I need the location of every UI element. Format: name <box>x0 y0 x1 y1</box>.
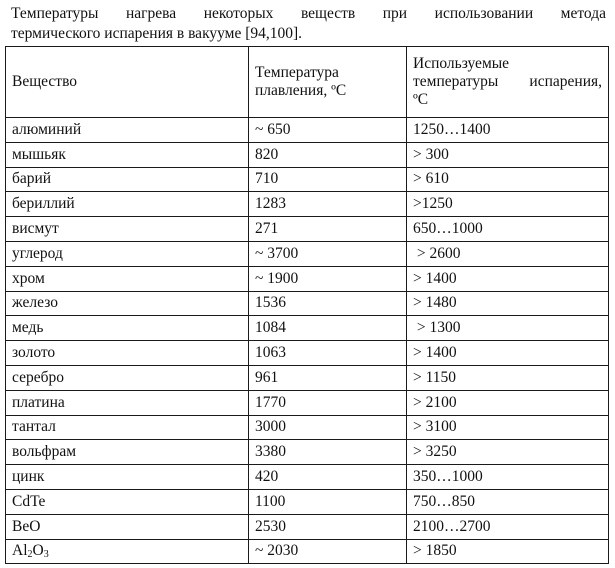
table-caption <box>11 4 606 44</box>
cell-evaporation: > 1480 <box>407 291 609 316</box>
cell-evaporation: > 1850 <box>407 539 609 564</box>
cell-substance: углерод <box>6 241 249 266</box>
cell-melting: 1536 <box>249 291 407 316</box>
cell-substance: барий <box>6 167 249 192</box>
cell-evaporation: > 1150 <box>407 365 609 390</box>
cell-evaporation: > 3100 <box>407 415 609 440</box>
header-substance: Вещество <box>6 47 249 118</box>
header-evaporation-line-1: Используемые <box>413 55 510 72</box>
cell-substance: медь <box>6 316 249 341</box>
table-row <box>6 217 609 242</box>
table-row <box>6 142 609 167</box>
header-melting-temperature: Температура плавления, ºС <box>249 47 407 118</box>
cell-evaporation: > 1300 <box>407 316 609 341</box>
formula-al: Al <box>12 542 28 560</box>
cell-substance: CdTe <box>6 489 249 514</box>
cell-melting: 1063 <box>249 341 407 366</box>
table-row <box>6 341 609 366</box>
cell-substance <box>6 539 249 564</box>
cell-melting: ~ 3700 <box>249 241 407 266</box>
table-row <box>6 390 609 415</box>
header-evaporation-temperature <box>407 47 609 118</box>
cell-evaporation: 750…850 <box>407 489 609 514</box>
cell-melting: ~ 1900 <box>249 266 407 291</box>
cell-melting: 3000 <box>249 415 407 440</box>
cell-substance: тантал <box>6 415 249 440</box>
cell-substance: хром <box>6 266 249 291</box>
cell-melting: 1100 <box>249 489 407 514</box>
table-row <box>6 266 609 291</box>
cell-evaporation: > 610 <box>407 167 609 192</box>
caption-line-2: термического испарения в вакууме [94,100]. <box>11 25 303 42</box>
evaporation-temperature-table <box>5 46 609 564</box>
cell-substance: алюминий <box>6 118 249 143</box>
table-row <box>6 514 609 539</box>
cell-substance: золото <box>6 341 249 366</box>
table-row <box>6 118 609 143</box>
cell-evaporation: > 1400 <box>407 341 609 366</box>
cell-evaporation: > 2100 <box>407 390 609 415</box>
cell-substance: цинк <box>6 465 249 490</box>
cell-evaporation: > 300 <box>407 142 609 167</box>
cell-melting: ~ 650 <box>249 118 407 143</box>
cell-substance: BeO <box>6 514 249 539</box>
cell-substance: железо <box>6 291 249 316</box>
table-row <box>6 241 609 266</box>
table-row <box>6 440 609 465</box>
table-row <box>6 489 609 514</box>
caption-line-1: Температуры нагрева некоторых веществ при использовании метода <box>11 5 606 22</box>
table-row <box>6 365 609 390</box>
cell-melting: 710 <box>249 167 407 192</box>
cell-evaporation: > 2600 <box>407 241 609 266</box>
cell-substance: серебро <box>6 365 249 390</box>
cell-substance: мышьяк <box>6 142 249 167</box>
cell-melting: 420 <box>249 465 407 490</box>
cell-evaporation: 350…1000 <box>407 465 609 490</box>
table-row <box>6 415 609 440</box>
cell-evaporation: > 1400 <box>407 266 609 291</box>
table-row <box>6 465 609 490</box>
cell-melting: 271 <box>249 217 407 242</box>
table-row <box>6 167 609 192</box>
cell-melting: 1084 <box>249 316 407 341</box>
cell-melting: 1770 <box>249 390 407 415</box>
cell-evaporation: > 3250 <box>407 440 609 465</box>
cell-melting: ~ 2030 <box>249 539 407 564</box>
cell-substance: платина <box>6 390 249 415</box>
table-header-row <box>6 47 609 118</box>
cell-melting: 820 <box>249 142 407 167</box>
cell-evaporation: 650…1000 <box>407 217 609 242</box>
cell-evaporation: 1250…1400 <box>407 118 609 143</box>
cell-melting: 2530 <box>249 514 407 539</box>
cell-melting: 1283 <box>249 192 407 217</box>
table-row <box>6 539 609 564</box>
cell-evaporation: >1250 <box>407 192 609 217</box>
cell-melting: 3380 <box>249 440 407 465</box>
table-row <box>6 291 609 316</box>
formula-sub-2: 2 <box>27 549 33 561</box>
cell-substance: висмут <box>6 217 249 242</box>
cell-evaporation: 2100…2700 <box>407 514 609 539</box>
cell-substance: бериллий <box>6 192 249 217</box>
formula-sub-3: 3 <box>43 549 49 561</box>
header-evaporation-line-3: ºС <box>413 91 429 108</box>
cell-melting: 961 <box>249 365 407 390</box>
header-evaporation-line-2: температуры испарения, <box>413 73 602 90</box>
formula-o: O <box>32 542 44 560</box>
table-row <box>6 192 609 217</box>
cell-substance: вольфрам <box>6 440 249 465</box>
table-row <box>6 316 609 341</box>
